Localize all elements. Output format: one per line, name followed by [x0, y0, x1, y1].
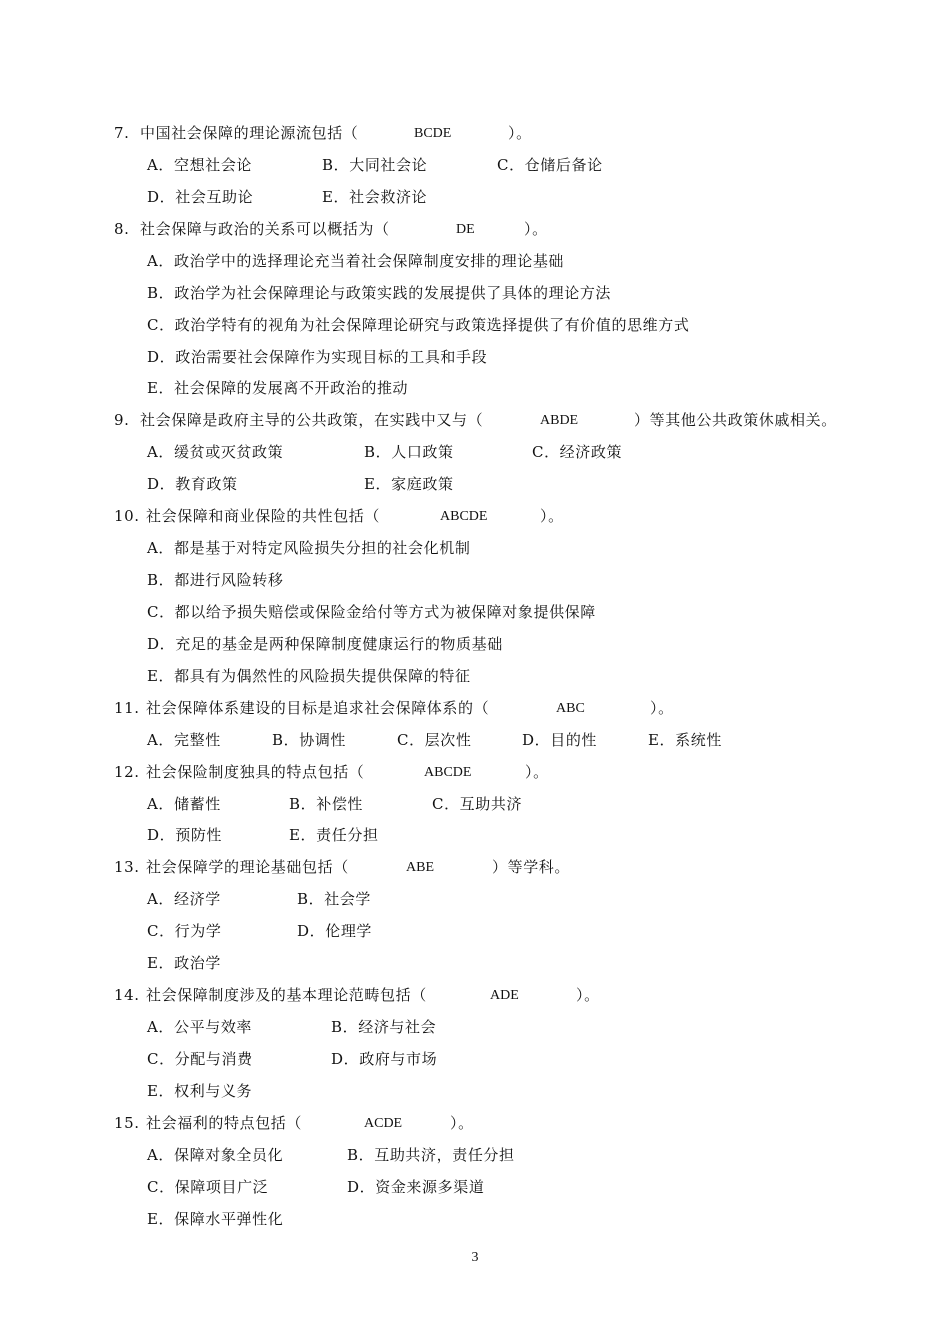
question-answer: ABE [406, 860, 434, 876]
answer-option: D．资金来源多渠道 [347, 1177, 485, 1196]
question-answer: BCDE [414, 126, 452, 141]
question-answer: ABCDE [424, 764, 472, 780]
answer-option: C．政治学特有的视角为社会保障理论研究与政策选择提供了有价值的思维方式 [147, 315, 690, 334]
answer-option: A．保障对象全员化 [147, 1145, 284, 1164]
question-stem-end: ）。 [524, 219, 548, 238]
answer-option: C．仓储后备论 [497, 155, 603, 174]
question-stem-end: ）。 [650, 698, 674, 717]
answer-option: D．政府与市场 [331, 1049, 438, 1068]
question-stem-end: ）。 [525, 762, 549, 781]
answer-option: B．补偿性 [289, 794, 364, 813]
answer-option: A．空想社会论 [147, 155, 253, 174]
question-stem: 社会福利的特点包括（ [146, 1113, 303, 1132]
question-answer: ABCDE [440, 509, 488, 525]
question-answer: ACDE [364, 1115, 403, 1131]
answer-option: B．协调性 [272, 730, 347, 749]
answer-option: E．保障水平弹性化 [147, 1209, 284, 1228]
question-number: 13. [114, 858, 140, 877]
question-stem: 社会保障和商业保险的共性包括（ [146, 507, 381, 526]
question-stem: 中国社会保障的理论源流包括（ [140, 124, 359, 142]
answer-option: E．系统性 [648, 730, 722, 749]
question-number: 14. [114, 986, 140, 1005]
answer-option: E．都具有为偶然性的风险损失提供保障的特征 [147, 666, 471, 685]
answer-option: C．保障项目广泛 [147, 1177, 269, 1196]
question-stem-end: ）。 [576, 986, 600, 1005]
answer-option: C．行为学 [147, 922, 222, 941]
question-stem: 社会保障是政府主导的公共政策，在实践中又与（ [140, 411, 484, 430]
answer-option: B．经济与社会 [331, 1018, 437, 1037]
answer-option: A．政治学中的选择理论充当着社会保障制度安排的理论基础 [147, 251, 565, 270]
answer-option: E．社会救济论 [322, 187, 428, 206]
answer-option: D．充足的基金是两种保障制度健康运行的物质基础 [147, 634, 503, 653]
question-stem: 社会保障学的理论基础包括（ [146, 858, 349, 877]
question-stem: 社会保障体系建设的目标是追求社会保障体系的（ [146, 698, 490, 717]
question-number: 10. [114, 507, 140, 526]
question-number: 15. [114, 1113, 140, 1132]
question-answer: ABC [556, 700, 585, 716]
answer-option: A．经济学 [147, 890, 221, 909]
answer-option: D．目的性 [522, 730, 598, 749]
answer-option: E．责任分担 [289, 826, 379, 845]
question-stem-end: ）。 [508, 124, 532, 142]
answer-option: C．分配与消费 [147, 1049, 253, 1068]
question-answer: DE [456, 221, 475, 237]
answer-option: A．储蓄性 [147, 794, 221, 813]
answer-option: E．权利与义务 [147, 1081, 253, 1100]
answer-option: D．伦理学 [297, 922, 373, 941]
question-stem-end: ）。 [450, 1113, 474, 1132]
answer-option: B．都进行风险转移 [147, 571, 284, 590]
answer-option: E．社会保障的发展离不开政治的推动 [147, 379, 409, 398]
question-number: 12. [114, 762, 140, 781]
answer-option: C．都以给予损失赔偿或保险金给付等方式为被保障对象提供保障 [147, 602, 596, 621]
answer-option: C．经济政策 [532, 443, 623, 462]
page-number: 3 [471, 1250, 479, 1265]
question-stem-end: ）等学科。 [492, 858, 571, 877]
question-answer: ABDE [540, 413, 579, 429]
question-stem: 社会保险制度独具的特点包括（ [146, 762, 365, 781]
answer-option: B．大同社会论 [322, 155, 428, 174]
question-number: 8. [114, 219, 130, 238]
answer-option: A．都是基于对特定风险损失分担的社会化机制 [147, 539, 471, 558]
answer-option: D．教育政策 [147, 475, 238, 494]
question-number: 7. [114, 124, 130, 142]
answer-option: B．人口政策 [364, 443, 454, 462]
answer-option: D．社会互助论 [147, 187, 254, 206]
question-answer: ADE [490, 988, 519, 1004]
answer-option: C．互助共济 [432, 794, 523, 813]
question-number: 9. [114, 411, 130, 430]
answer-option: E．政治学 [147, 954, 221, 973]
question-stem-end: ）等其他公共政策休戚相关。 [634, 411, 837, 430]
answer-option: D．预防性 [147, 826, 223, 845]
question-number: 11. [114, 698, 140, 717]
answer-option: A．缓贫或灭贫政策 [147, 443, 284, 462]
answer-option: C．层次性 [397, 730, 472, 749]
answer-option: B．政治学为社会保障理论与政策实践的发展提供了具体的理论方法 [147, 283, 612, 302]
answer-option: A．完整性 [147, 730, 221, 749]
answer-option: E．家庭政策 [364, 475, 454, 494]
answer-option: D．政治需要社会保障作为实现目标的工具和手段 [147, 347, 488, 366]
question-stem: 社会保障与政治的关系可以概括为（ [140, 219, 390, 238]
answer-option: A．公平与效率 [147, 1018, 253, 1037]
answer-option: B．互助共济，责任分担 [347, 1145, 515, 1164]
question-stem-end: ）。 [540, 507, 564, 526]
answer-option: B．社会学 [297, 890, 372, 909]
question-stem: 社会保障制度涉及的基本理论范畴包括（ [146, 986, 427, 1005]
